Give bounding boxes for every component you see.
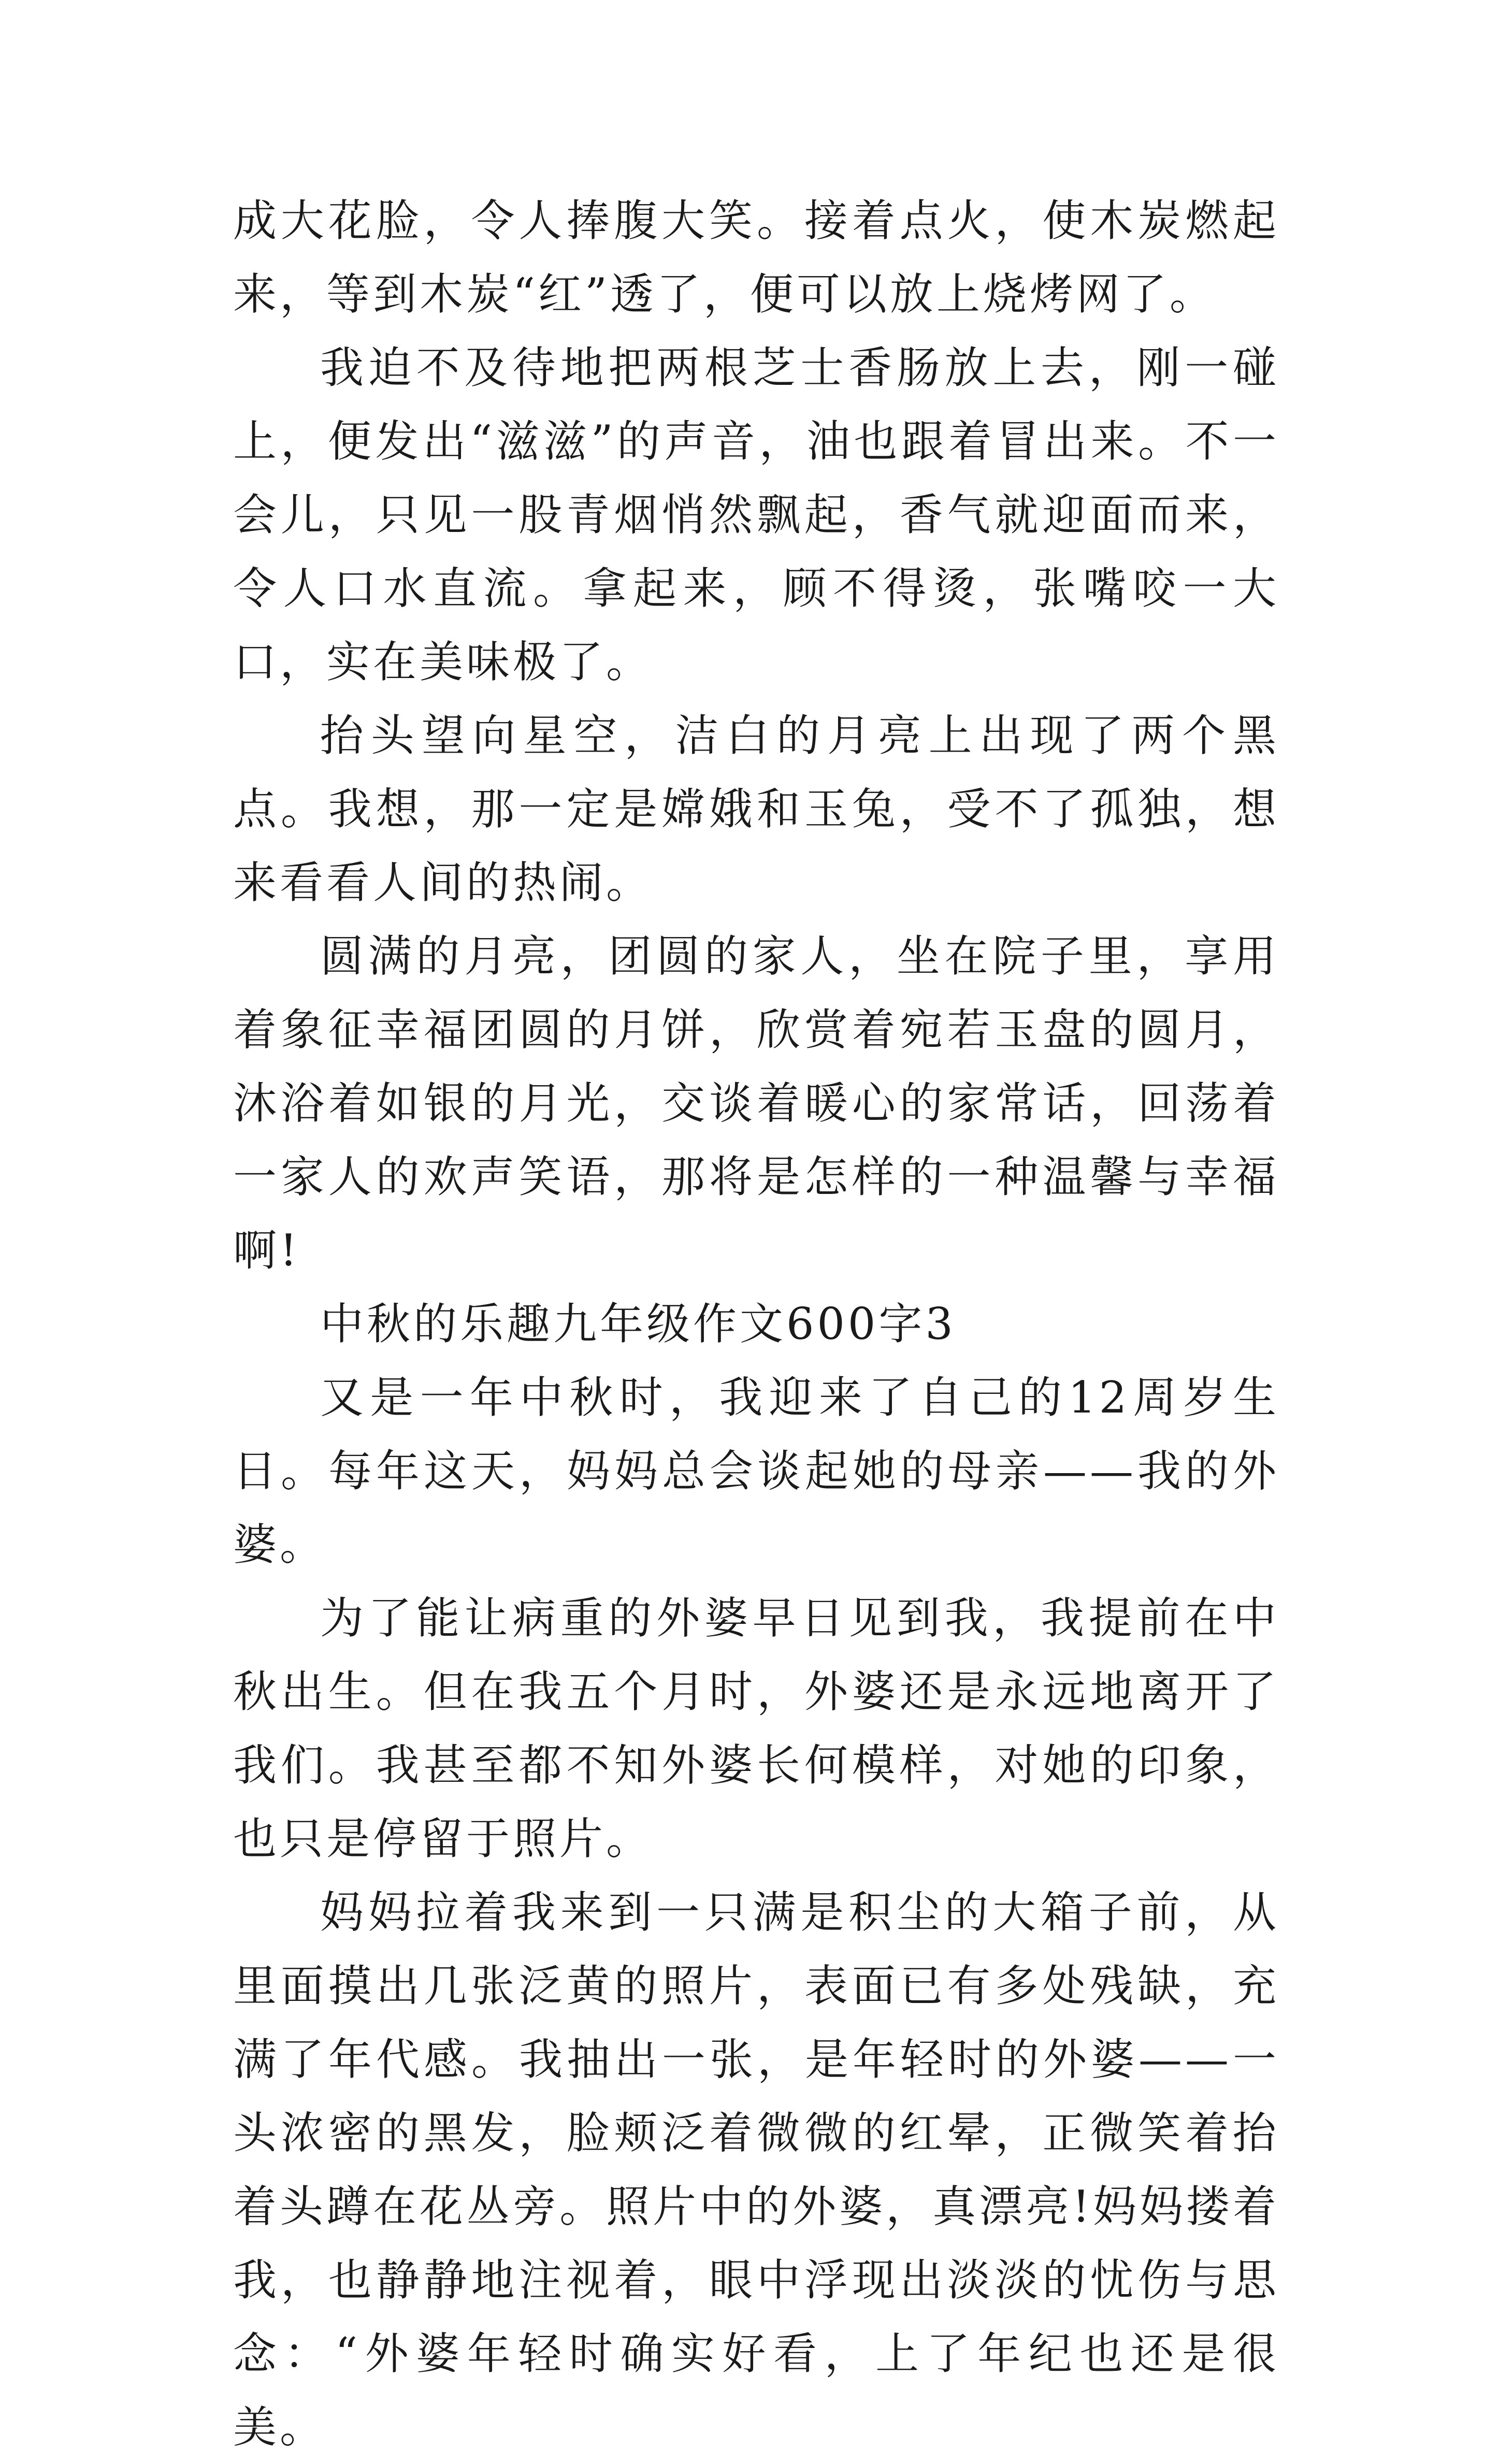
paragraph: 抬头望向星空，洁白的月亮上出现了两个黑点。我想，那一定是嫦娥和玉兔，受不了孤独，想来看看人间的热闹。 xyxy=(233,710,1279,908)
paragraph: 妈妈拉着我来到一只满是积尘的大箱子前，从里面摸出几张泛黄的照片，表面已有多处残缺，充满了年代感。我抽出一张，是年轻时的外婆——一头浓密的黑发，脸颊泛着微微的红晕，正微笑着抬着头蹲在花丛旁。照片中的外婆，真漂亮!妈妈搂着我，也静静地注视着，眼中浮现出淡淡的忧伤与思念：“外婆年轻时确实好看，上了年纪也还是很美。 xyxy=(233,1887,1279,2453)
paragraph: 圆满的月亮，团圆的家人，坐在院子里，享用着象征幸福团圆的月饼，欣赏着宛若玉盘的圆月，沐浴着如银的月光，交谈着暖心的家常话，回荡着一家人的欢声笑语，那将是怎样的一种温馨与幸福啊! xyxy=(233,931,1279,1276)
paragraph: 我迫不及待地把两根芝士香肠放上去，刚一碰上，便发出“滋滋”的声音，油也跟着冒出来。不一会儿，只见一股青烟悄然飘起，香气就迎面而来，令人口水直流。拿起来，顾不得烫，张嘴咬一大口，实在美味极了。 xyxy=(233,342,1279,687)
body-text xyxy=(233,184,1279,2464)
paragraph: 为了能让病重的外婆早日见到我，我提前在中秋出生。但在我五个月时，外婆还是永远地离开了我们。我甚至都不知外婆长何模样，对她的印象，也只是停留于照片。 xyxy=(233,1593,1279,1864)
paragraph: 又是一年中秋时，我迎来了自己的12周岁生日。每年这天，妈妈总会谈起她的母亲——我的外婆。 xyxy=(233,1372,1279,1570)
paragraph: 成大花脸，令人捧腹大笑。接着点火，使木炭燃起来，等到木炭“红”透了，便可以放上烧烤网了。 xyxy=(233,195,1279,320)
section-title: 中秋的乐趣九年级作文600字3 xyxy=(320,1299,956,1349)
